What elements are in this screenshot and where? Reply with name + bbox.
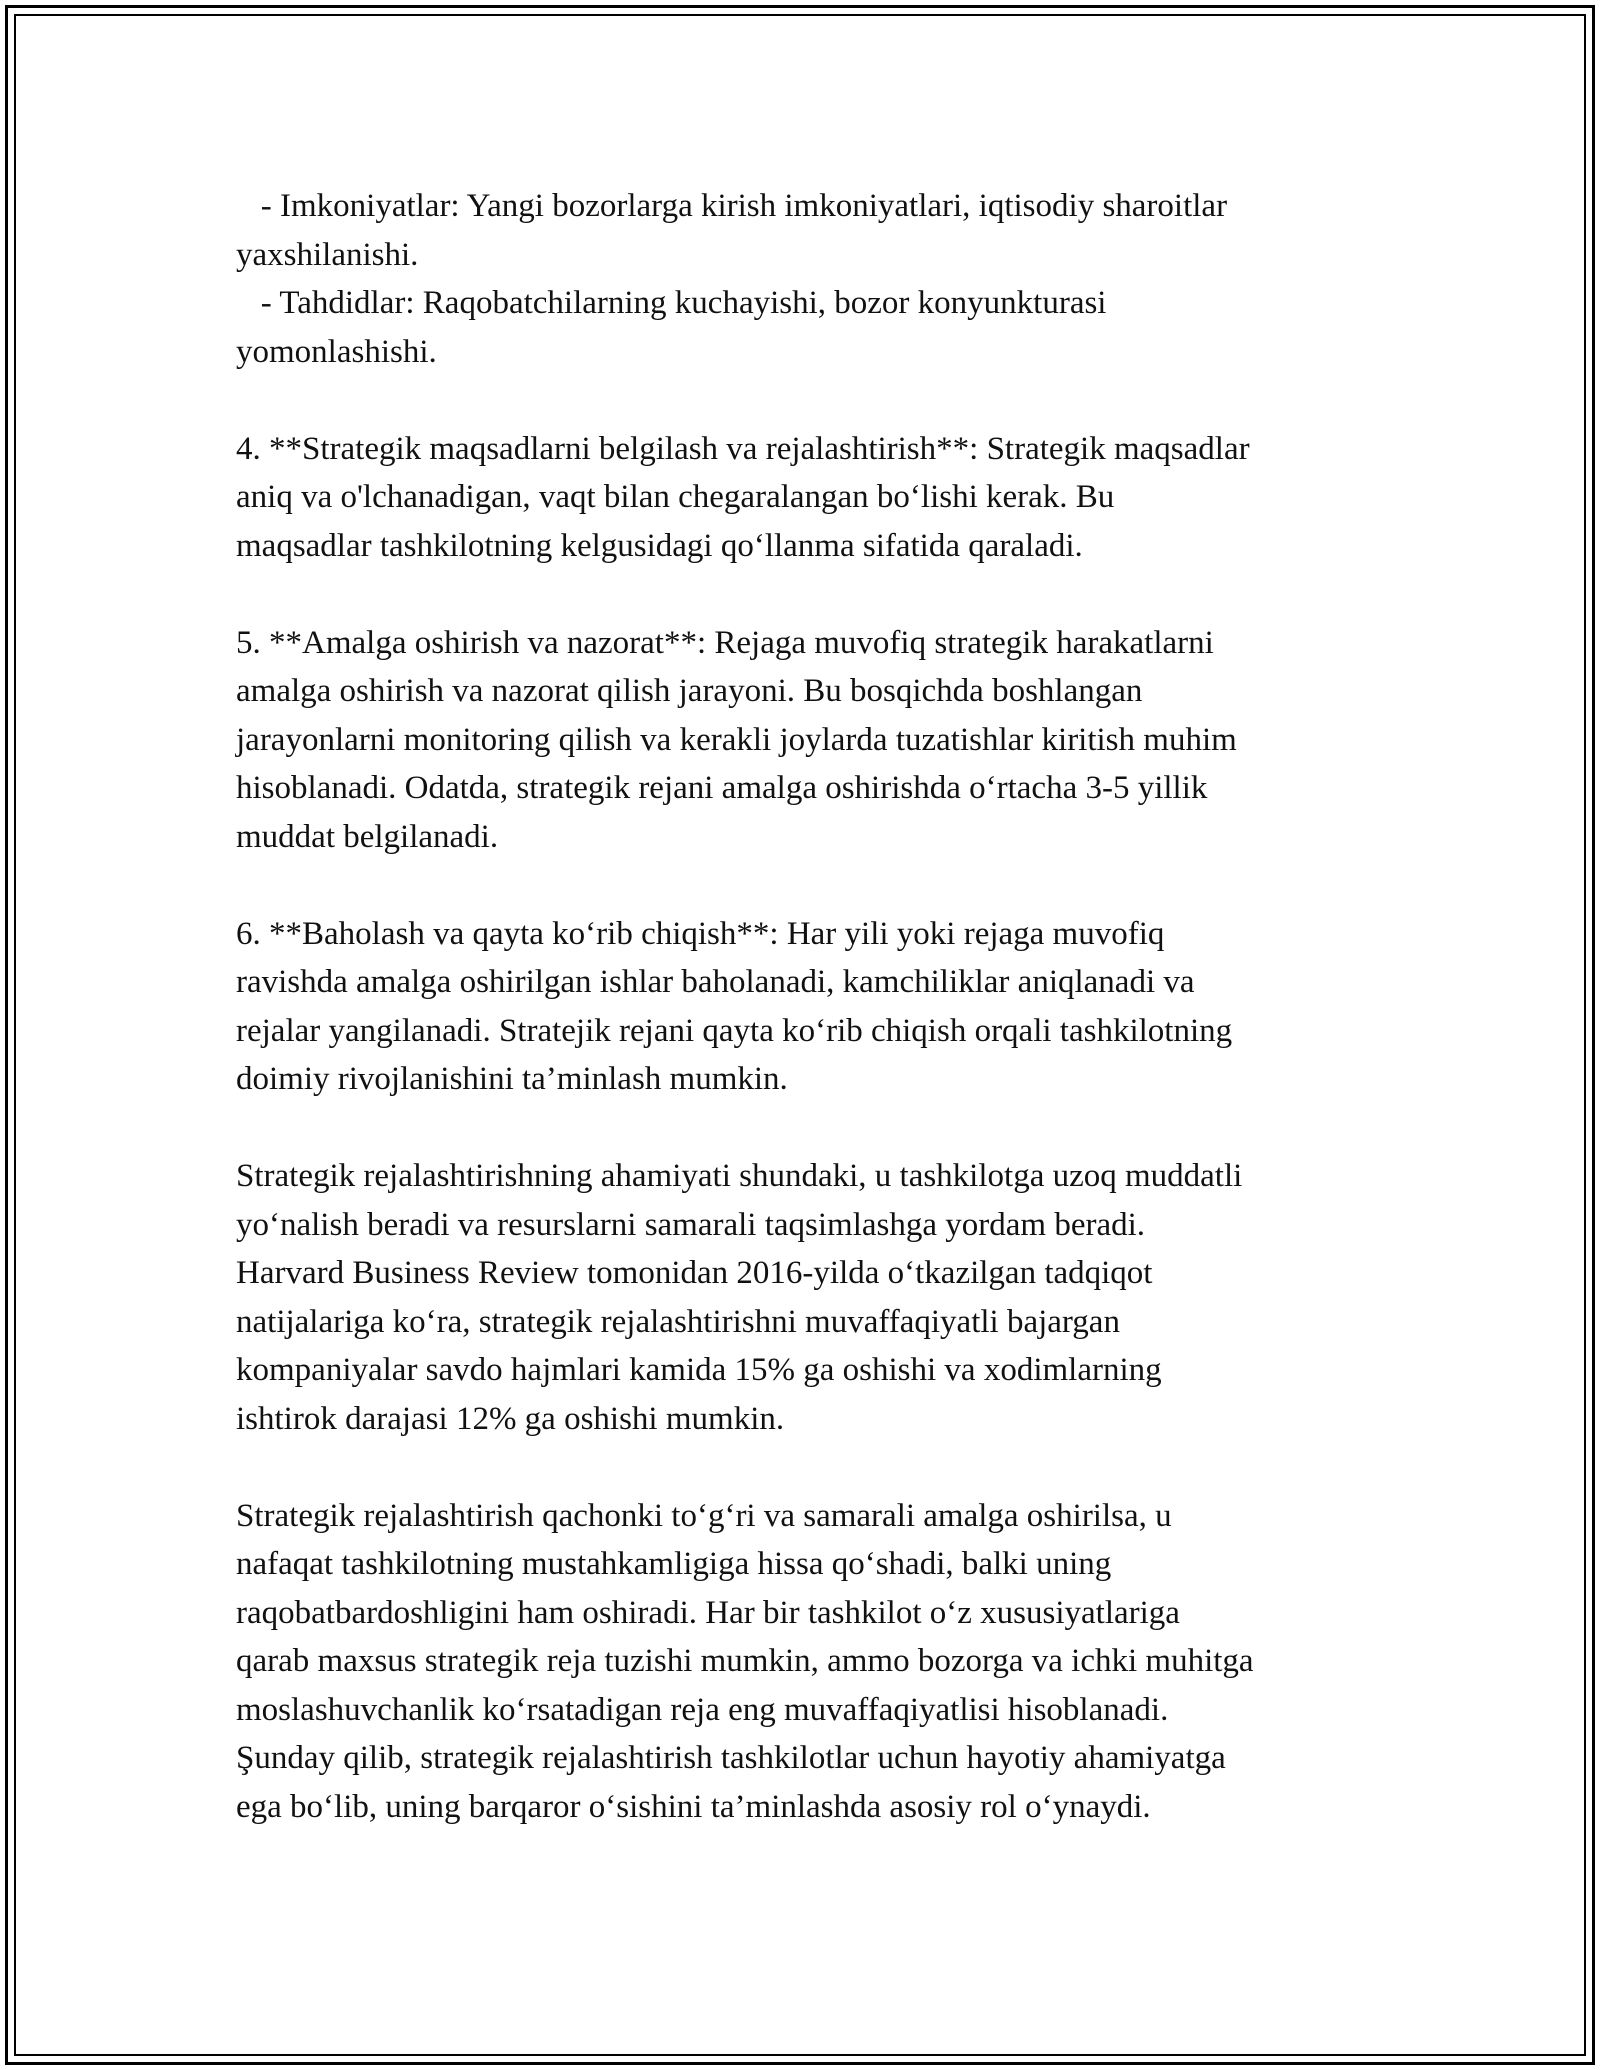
paragraph-step-5 bbox=[236, 619, 1386, 862]
text-line: ega bo‘lib, uning barqaror o‘sishini ta’minlashda asosiy rol o‘ynaydi. bbox=[236, 1788, 1151, 1825]
text-line: Şunday qilib, strategik rejalashtirish tashkilotlar uchun hayotiy ahamiyatga bbox=[236, 1740, 1226, 1776]
text-line: ishtirok darajasi 12% ga oshishi mumkin. bbox=[236, 1400, 785, 1437]
document-body bbox=[236, 182, 1386, 1831]
paragraph-step-4 bbox=[236, 425, 1386, 571]
text-line: yomonlashishi. bbox=[236, 333, 437, 370]
paragraph-gap bbox=[236, 861, 1386, 910]
text-line: doimiy rivojlanishini ta’minlash mumkin. bbox=[236, 1061, 788, 1097]
text-line: 4. **Strategik maqsadlarni belgilash va rejalashtirish**: Strategik maqsadlar bbox=[236, 430, 1250, 467]
text-line: - Imkoniyatlar: Yangi bozorlarga kirish imkoniyatlari, iqtisodiy sharoitlar bbox=[236, 188, 1228, 224]
paragraph-swot-continuation bbox=[236, 182, 1386, 376]
text-line: 5. **Amalga oshirish va nazorat**: Rejaga muvofiq strategik harakatlarni bbox=[236, 624, 1214, 661]
text-line: muddat belgilanadi. bbox=[236, 818, 499, 855]
text-line: Harvard Business Review tomonidan 2016-yilda o‘tkazilgan tadqiqot bbox=[236, 1255, 1153, 1291]
text-line: amalga oshirish va nazorat qilish jarayoni. Bu bosqichda boshlangan bbox=[236, 673, 1143, 709]
paragraph-conclusion bbox=[236, 1492, 1386, 1832]
text-line: Strategik rejalashtirishning ahamiyati shundaki, u tashkilotga uzoq muddatli bbox=[236, 1158, 1243, 1194]
text-line: ravishda amalga oshirilgan ishlar baholanadi, kamchiliklar aniqlanadi va bbox=[236, 964, 1195, 1000]
paragraph-gap bbox=[236, 1104, 1386, 1153]
text-line: aniq va o'lchanadigan, vaqt bilan chegaralangan bo‘lishi kerak. Bu bbox=[236, 479, 1115, 515]
paragraph-importance bbox=[236, 1152, 1386, 1443]
paragraph-gap bbox=[236, 570, 1386, 619]
text-line: raqobatbardoshligini ham oshiradi. Har bir tashkilot o‘z xususiyatlariga bbox=[236, 1594, 1180, 1631]
paragraph-step-6 bbox=[236, 910, 1386, 1104]
text-line: yo‘nalish beradi va resurslarni samarali taqsimlashga yordam beradi. bbox=[236, 1206, 1146, 1243]
text-line: hisoblanadi. Odatda, strategik rejani amalga oshirishda o‘rtacha 3-5 yillik bbox=[236, 770, 1208, 806]
text-line: kompaniyalar savdo hajmlari kamida 15% ga oshishi va xodimlarning bbox=[236, 1352, 1162, 1388]
text-line: maqsadlar tashkilotning kelgusidagi qo‘llanma sifatida qaraladi. bbox=[236, 527, 1083, 564]
text-line: jarayonlarni monitoring qilish va kerakli joylarda tuzatishlar kiritish muhim bbox=[236, 721, 1237, 758]
text-line: nafaqat tashkilotning mustahkamligiga hissa qo‘shadi, balki uning bbox=[236, 1546, 1112, 1582]
text-line: Strategik rejalashtirish qachonki to‘g‘ri va samarali amalga oshirilsa, u bbox=[236, 1497, 1172, 1534]
text-line: - Tahdidlar: Raqobatchilarning kuchayishi, bozor konyunkturasi bbox=[236, 285, 1107, 321]
text-line: yaxshilanishi. bbox=[236, 236, 419, 273]
text-line: rejalar yangilanadi. Stratejik rejani qayta ko‘rib chiqish orqali tashkilotning bbox=[236, 1012, 1233, 1049]
text-line: natijalariga ko‘ra, strategik rejalashtirishni muvaffaqiyatli bajargan bbox=[236, 1303, 1120, 1340]
paragraph-gap bbox=[236, 376, 1386, 425]
text-line: 6. **Baholash va qayta ko‘rib chiqish**: Har yili yoki rejaga muvofiq bbox=[236, 915, 1165, 952]
paragraph-gap bbox=[236, 1443, 1386, 1492]
text-line: qarab maxsus strategik reja tuzishi mumkin, ammo bozorga va ichki muhitga bbox=[236, 1643, 1254, 1679]
text-line: moslashuvchanlik ko‘rsatadigan reja eng muvaffaqiyatlisi hisoblanadi. bbox=[236, 1691, 1169, 1728]
